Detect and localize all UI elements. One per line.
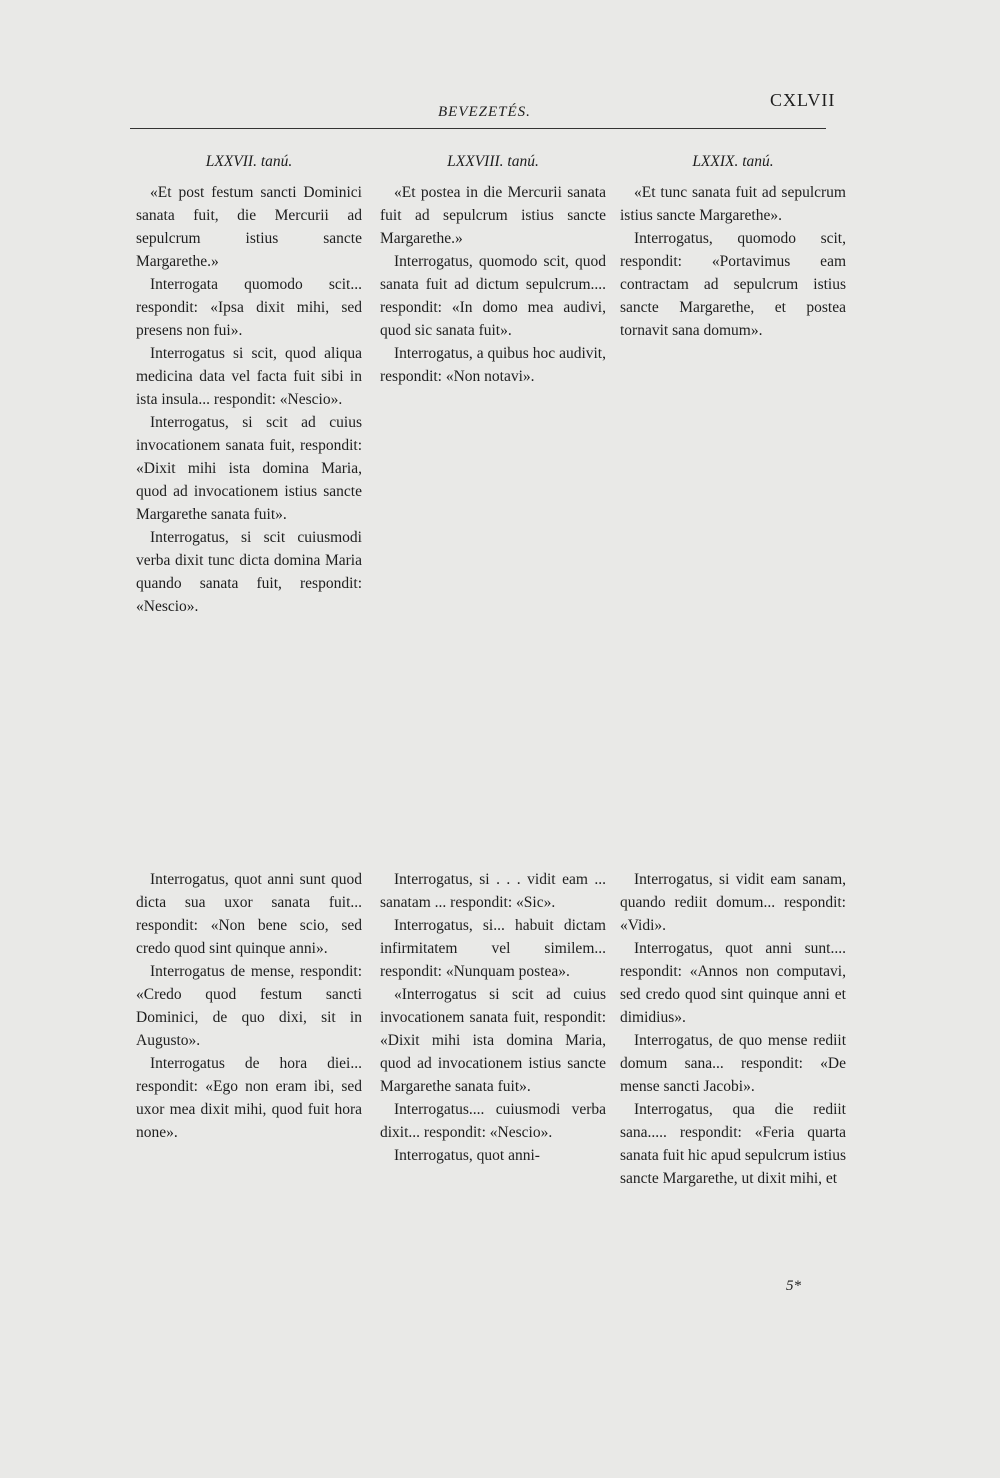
signature-mark: 5* (786, 1278, 801, 1294)
paragraph: Interrogatus de mense, respondit: «Credo quod festum sancti Dominici, de quo dixi, sit in Augusto». (136, 963, 362, 1049)
witness-heading: LXXVII. tanú. (205, 153, 293, 170)
paragraph: «Et postea in die Mercurii sanata fuit ad sepulcrum istius sancte Margarethe.» (380, 184, 606, 247)
header-rule (130, 128, 826, 129)
paragraph: Interrogatus, de quo mense rediit domum sana... respondit: «De mense sancti Jacobi». (620, 1032, 846, 1095)
paragraph: Interrogatus, si vidit eam sanam, quando rediit domum... respondit: «Vidi». (620, 871, 846, 934)
upper-column-3 (620, 150, 846, 342)
witness-heading: LXXVIII. tanú. (447, 153, 539, 170)
paragraph: «Interrogatus si scit ad cuius invocationem sanata fuit, respondit: «Dixit mihi ista domina Maria, quod ad invocationem istius sancte Margarethe sanata fuit». (380, 986, 606, 1095)
paragraph: «Et post festum sancti Dominici sanata fuit, die Mercurii ad sepulcrum istius sancte Margarethe.» (136, 184, 362, 270)
paragraph: Interrogatus, si . . . vidit eam ... sanatam ... respondit: «Sic». (380, 871, 606, 911)
lower-column-3 (620, 868, 846, 1190)
paragraph: «Et tunc sanata fuit ad sepulcrum istius sancte Margarethe». (620, 184, 846, 224)
paragraph: Interrogatus, quomodo scit, respondit: «Portavimus eam contractam ad sepulcrum istius sancte Margarethe, et postea tornavit sana domum». (620, 230, 846, 339)
lower-column-2 (380, 868, 606, 1167)
paragraph: Interrogatus si scit, quod aliqua medicina data vel facta fuit sibi in ista insula... respondit: «Nescio». (136, 345, 362, 408)
paragraph: Interrogatus, quot anni- (394, 1147, 540, 1164)
paragraph: Interrogatus, si scit cuiusmodi verba dixit tunc dicta domina Maria quando sanata fuit, respondit: «Nescio». (136, 529, 362, 615)
upper-column-2 (380, 150, 606, 388)
paragraph: Interrogatus, a quibus hoc audivit, respondit: «Non notavi». (380, 345, 606, 385)
running-title: BEVEZETÉS. (438, 104, 531, 120)
page-number: CXLVII (770, 90, 836, 110)
paragraph: Interrogatus, si... habuit dictam infirmitatem vel similem... respondit: «Nunquam postea». (380, 917, 606, 980)
paragraph: Interrogatus.... cuiusmodi verba dixit... respondit: «Nescio». (380, 1101, 606, 1141)
paragraph: Interrogatus de hora diei... respondit: «Ego non eram ibi, sed uxor mea dixit mihi, quod fuit hora none». (136, 1055, 362, 1141)
witness-heading: LXXIX. tanú. (692, 153, 774, 170)
paragraph: Interrogatus, qua die rediit sana..... respondit: «Feria quarta sanata fuit hic apud sepulcrum istius sancte Margarethe, ut dixit mihi, et (620, 1101, 846, 1187)
paragraph: Interrogatus, si scit ad cuius invocationem sanata fuit, respondit: «Dixit mihi ista domina Maria, quod ad invocationem istius sancte Margarethe sanata fuit». (136, 414, 362, 523)
paragraph: Interrogatus, quot anni sunt quod dicta sua uxor sanata fuit... respondit: «Non bene scio, sed credo quod sint quinque anni». (136, 871, 362, 957)
upper-column-1 (136, 150, 362, 618)
paragraph: Interrogatus, quot anni sunt.... respondit: «Annos non computavi, sed credo quod sint quinque anni et dimidius». (620, 940, 846, 1026)
lower-column-1 (136, 868, 362, 1144)
paragraph: Interrogatus, quomodo scit, quod sanata fuit ad dictum sepulcrum.... respondit: «In domo mea audivi, quod sic sanata fuit». (380, 253, 606, 339)
paragraph: Interrogata quomodo scit... respondit: «Ipsa dixit mihi, sed presens non fui». (136, 276, 362, 339)
